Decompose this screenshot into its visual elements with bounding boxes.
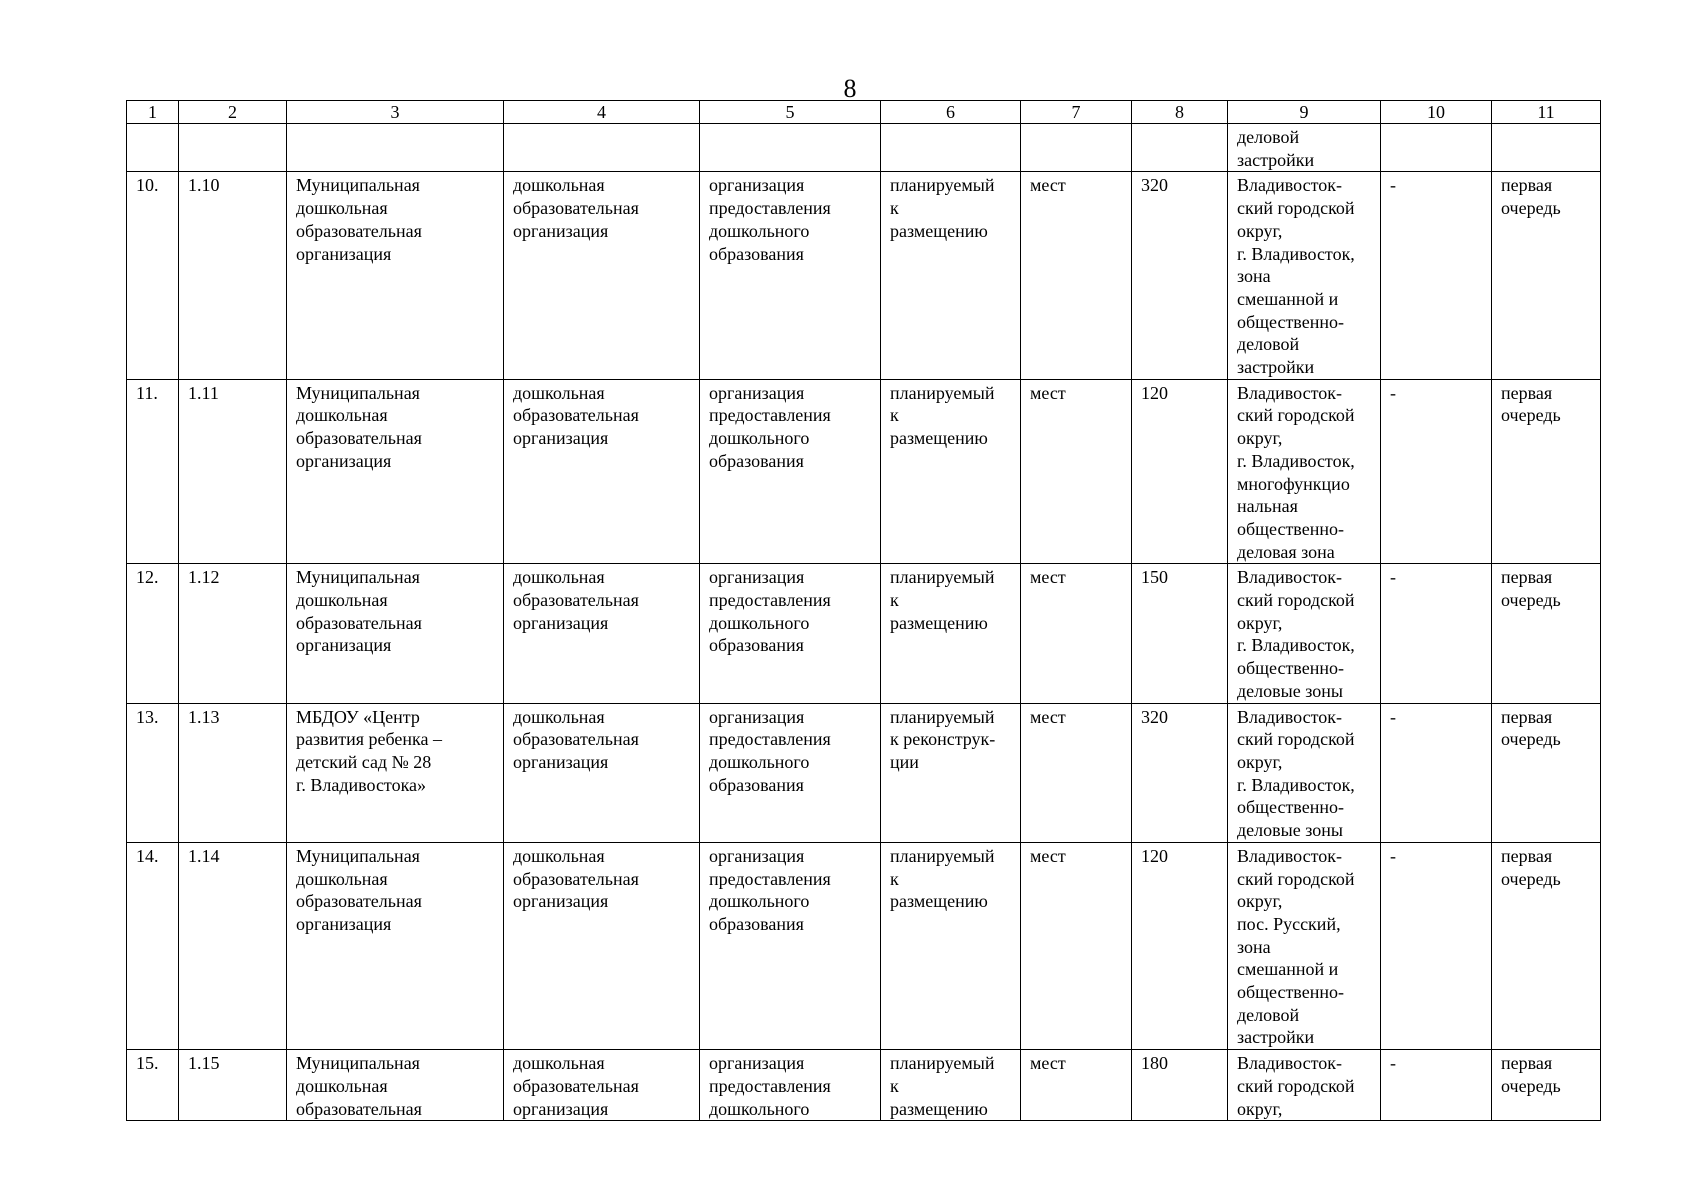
cell-code: 1.15 (179, 1050, 287, 1121)
cell-unit: мест (1021, 703, 1132, 842)
cell-type: дошкольная образовательная организация (504, 1050, 700, 1121)
cell-code: 1.12 (179, 564, 287, 703)
cell-name: Муниципальная дошкольная образовательная организация (287, 172, 504, 379)
cell-code: 1.10 (179, 172, 287, 379)
cell-type: дошкольная образовательная организация (504, 379, 700, 564)
cell-capacity: 320 (1132, 703, 1228, 842)
cell-col10: - (1381, 703, 1492, 842)
cell-col10: - (1381, 379, 1492, 564)
cell-name: Муниципальная дошкольная образовательная организация (287, 564, 504, 703)
column-number-row (127, 101, 1601, 124)
column-number: 8 (1132, 101, 1228, 124)
cell-location: Владивосток- ский городской округ, г. Владивосток, зона смешанной и общественно- деловой застройки (1228, 172, 1381, 379)
table-row (127, 1050, 1601, 1121)
column-number: 4 (504, 101, 700, 124)
table-row (127, 379, 1601, 564)
cell-capacity: 150 (1132, 564, 1228, 703)
table-row (127, 172, 1601, 379)
cell-code: 1.13 (179, 703, 287, 842)
column-number: 5 (700, 101, 881, 124)
cell-name: Муниципальная дошкольная образовательная (287, 1050, 504, 1121)
table-row (127, 842, 1601, 1049)
cell-type: дошкольная образовательная организация (504, 703, 700, 842)
cell-unit: мест (1021, 842, 1132, 1049)
column-number: 2 (179, 101, 287, 124)
cell-purpose: организация предоставления дошкольного образования (700, 564, 881, 703)
cell-no: 15. (127, 1050, 179, 1121)
cell-location: Владивосток- ский городской округ, пос. Русский, зона смешанной и общественно- деловой застройки (1228, 842, 1381, 1049)
cell-no: 11. (127, 379, 179, 564)
cell-no: 14. (127, 842, 179, 1049)
cell-purpose: организация предоставления дошкольного (700, 1050, 881, 1121)
column-number: 7 (1021, 101, 1132, 124)
facilities-table (126, 100, 1601, 1121)
column-number: 9 (1228, 101, 1381, 124)
column-number: 3 (287, 101, 504, 124)
cell-status: планируемый к реконструк- ции (881, 703, 1021, 842)
cell-stage: первая очередь (1492, 379, 1601, 564)
cell-location: Владивосток- ский городской округ, г. Владивосток, общественно- деловые зоны (1228, 703, 1381, 842)
cell-stage: первая очередь (1492, 564, 1601, 703)
table-row (127, 564, 1601, 703)
cell-type: дошкольная образовательная организация (504, 564, 700, 703)
cell-col10: - (1381, 1050, 1492, 1121)
cell-col10: - (1381, 842, 1492, 1049)
cell-unit: мест (1021, 379, 1132, 564)
cell-col10: - (1381, 564, 1492, 703)
cell-name: МБДОУ «Центр развития ребенка – детский сад № 28 г. Владивостока» (287, 703, 504, 842)
cell-status: планируемый к размещению (881, 842, 1021, 1049)
cell-stage: первая очередь (1492, 842, 1601, 1049)
cell-location: Владивосток- ский городской округ, (1228, 1050, 1381, 1121)
cell-unit: мест (1021, 564, 1132, 703)
table-row (127, 703, 1601, 842)
cell-no: 12. (127, 564, 179, 703)
cell-stage: первая очередь (1492, 172, 1601, 379)
cell-status: планируемый к размещению (881, 172, 1021, 379)
cell-purpose: организация предоставления дошкольного образования (700, 379, 881, 564)
cell-status: планируемый к размещению (881, 379, 1021, 564)
cell-name: Муниципальная дошкольная образовательная организация (287, 379, 504, 564)
cell-capacity: 320 (1132, 172, 1228, 379)
cell-type: дошкольная образовательная организация (504, 172, 700, 379)
cell-no: 10. (127, 172, 179, 379)
continuation-row (127, 124, 1601, 172)
column-number: 11 (1492, 101, 1601, 124)
cell-unit: мест (1021, 172, 1132, 379)
cell-col10: - (1381, 172, 1492, 379)
cell-capacity: 120 (1132, 379, 1228, 564)
cell-status: планируемый к размещению (881, 564, 1021, 703)
cell-status: планируемый к размещению (881, 1050, 1021, 1121)
cell-purpose: организация предоставления дошкольного образования (700, 172, 881, 379)
column-number: 6 (881, 101, 1021, 124)
page-number: 8 (843, 74, 857, 103)
cell-location: Владивосток- ский городской округ, г. Владивосток, общественно- деловые зоны (1228, 564, 1381, 703)
column-number: 1 (127, 101, 179, 124)
column-number: 10 (1381, 101, 1492, 124)
cell-capacity: 120 (1132, 842, 1228, 1049)
cell-no: 13. (127, 703, 179, 842)
cell-unit: мест (1021, 1050, 1132, 1121)
cell-purpose: организация предоставления дошкольного образования (700, 703, 881, 842)
cell-type: дошкольная образовательная организация (504, 842, 700, 1049)
cell-capacity: 180 (1132, 1050, 1228, 1121)
cell-location: Владивосток- ский городской округ, г. Владивосток, многофункцио нальная общественно- деловая зона (1228, 379, 1381, 564)
cell-location: деловой застройки (1228, 124, 1381, 172)
cell-purpose: организация предоставления дошкольного образования (700, 842, 881, 1049)
cell-name: Муниципальная дошкольная образовательная организация (287, 842, 504, 1049)
cell-stage: первая очередь (1492, 1050, 1601, 1121)
cell-stage: первая очередь (1492, 703, 1601, 842)
cell-code: 1.14 (179, 842, 287, 1049)
cell-code: 1.11 (179, 379, 287, 564)
